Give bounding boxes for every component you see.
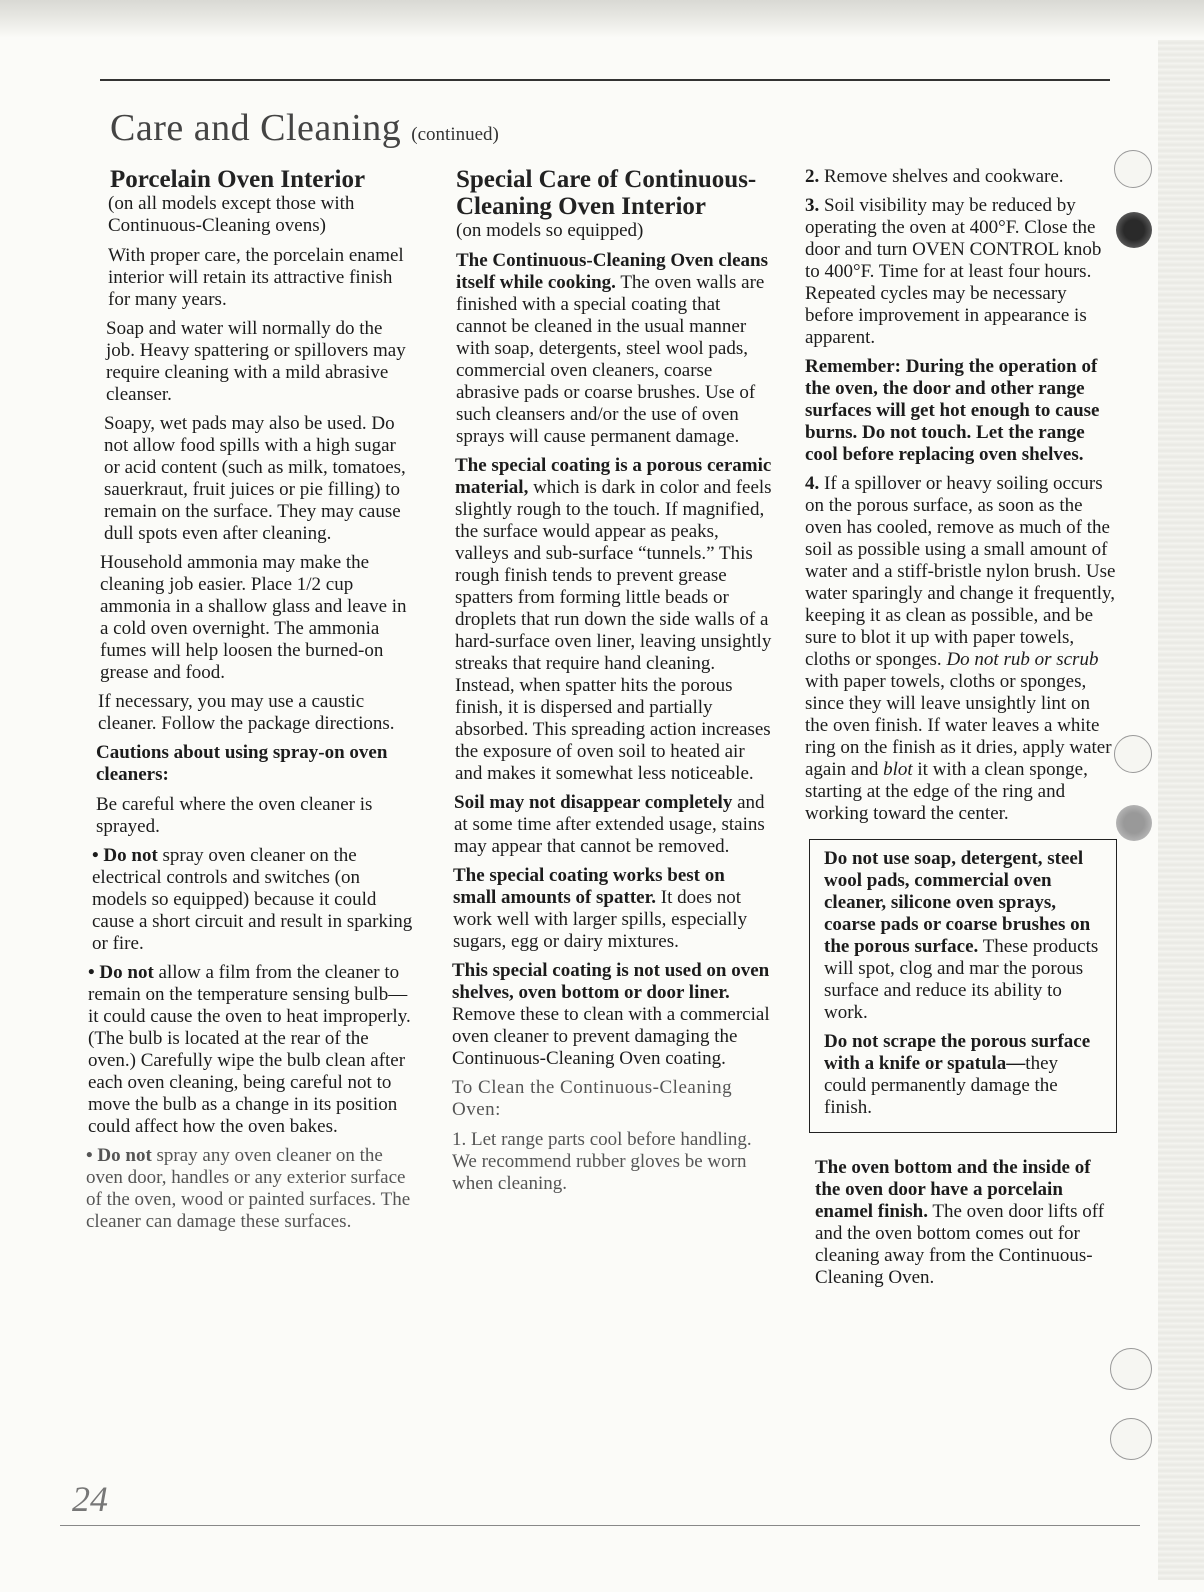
scan-top-edge (0, 0, 1204, 38)
box-text: they could permanently damage the finish. (824, 1053, 1059, 1118)
caution-lead: • Do not (88, 962, 154, 983)
bold-lead: The Continuous-Cleaning Oven cleans itself while cooking. (456, 250, 768, 293)
binder-hole-icon (1114, 735, 1152, 773)
bold-lead: Soil may not disappear completely (454, 792, 733, 813)
caution-bullet (86, 1145, 416, 1233)
clean-heading: To Clean the Continuous-Cleaning Oven: (452, 1077, 733, 1120)
paragraph (452, 960, 772, 1070)
box-bold: Do not scrape the porous surface with a knife or spatula— (824, 1031, 1091, 1074)
page-title-text: Care and Cleaning (110, 107, 402, 149)
box-text: These products will spot, clog and mar the porous surface and reduce its ability to work. (824, 936, 1099, 1023)
box-paragraph (824, 848, 1104, 1024)
section-subheading: (on all models except those with Continuous-Cleaning ovens) (108, 193, 355, 236)
section-heading-porcelain: Porcelain Oven Interior (110, 166, 366, 193)
step-2 (805, 166, 1117, 188)
step-3 (805, 195, 1117, 349)
bold-lead: The special coating is a porous ceramic material, (455, 455, 772, 498)
section-subheading: (on models so equipped) (456, 220, 644, 241)
caution-lead: • Do not (86, 1145, 152, 1166)
box-paragraph (824, 1031, 1104, 1119)
final-paragraph (815, 1157, 1117, 1289)
bold-lead: The oven bottom and the inside of the oven door have a porcelain enamel finish. (815, 1157, 1091, 1222)
paragraph: Soap and water will normally do the job. Heavy spattering or spillovers may require cleaning with a mild abrasive cleanser. (106, 318, 406, 405)
caution-text: spray oven cleaner on the electrical controls and switches (on models so equipped) because it could cause a short circuit and result in sparking or fire. (92, 845, 413, 954)
paragraph-text: which is dark in color and feels slightly rough to the touch. If magnified, the surface would appear as peaks, valleys and sub-surface “tunnels.” This rough finish tends to prevent grease spatters from forming little beads or droplets that run down the side walls of a hard-surface oven liner, leaving unsightly streaks that require hand cleaning. Instead, when spatter hits the porous finish, it is dispersed and partially absorbed. This spreading action increases the exposure of oven soil to heated air and makes it somewhat less noticeable. (455, 477, 772, 784)
paragraph: Soapy, wet pads may also be used. Do not allow food spills with a high sugar or acid content (such as milk, tomatoes, sauerkraut, fruit juices or pie filling) to remain on the surface. They may cause dull spots even after cleaning. (104, 413, 406, 544)
paragraph (456, 250, 772, 448)
box-bold: Do not use soap, detergent, steel wool pads, commercial oven cleaner, silicone oven sprays, coarse pads or coarse brushes on the porous surface. (824, 848, 1091, 957)
paragraph: Household ammonia may make the cleaning job easier. Place 1/2 cup ammonia in a shallow glass and leave in a cold oven overnight. The ammonia fumes will help loosen the burned-on grease and food. (100, 552, 407, 683)
binder-hole-icon (1114, 150, 1152, 188)
caution-bullet (92, 845, 416, 955)
bold-lead: The special coating works best on small amounts of spatter. (453, 865, 725, 908)
section-heading-continuous: Special Care of Continuous-Cleaning Oven Interior (456, 166, 757, 220)
step-number: 2. (805, 166, 820, 187)
paragraph-text: and at some time after extended usage, stains may appear that cannot be removed. (454, 792, 765, 857)
step-text: it with a clean sponge, starting at the edge of the ring and working toward the center. (805, 759, 1088, 824)
caution-text: allow a film from the cleaner to remain on the temperature sensing bulb—it could cause the oven to heat improperly. (The bulb is located at the rear of the oven.) Carefully wipe the bulb clean after each oven cleaning, being careful not to move the bulb as a change in its position could affect how the oven bakes. (88, 962, 411, 1137)
step-text: Remove shelves and cookware. (819, 166, 1064, 187)
caution-bullet (88, 962, 416, 1138)
binder-hole-icon (1110, 1348, 1152, 1390)
step-4 (805, 473, 1117, 825)
binder-hole-icon (1116, 212, 1152, 248)
column-steps (805, 166, 1117, 1296)
paragraph (455, 455, 772, 785)
continued-label: (continued) (411, 124, 499, 145)
emphasis: blot (883, 759, 913, 780)
scan-right-edge (1158, 40, 1204, 1580)
step-text: Soil visibility may be reduced by operating the oven at 400°F. Close the door and turn OVEN CONTROL knob to 400°F. Time for at least four hours. Repeated cycles may be necessary before improvement in appearance is apparent. (805, 195, 1102, 348)
caution-lead: • Do not (92, 845, 158, 866)
paragraph: If necessary, you may use a caustic cleaner. Follow the package directions. (98, 691, 395, 734)
column-continuous-cleaning (452, 166, 772, 1202)
paragraph-text: Remove these to clean with a commercial oven cleaner to prevent damaging the Continuous-Cleaning Oven coating. (452, 1004, 770, 1069)
footer-rule (60, 1525, 1140, 1526)
paragraph (453, 865, 772, 953)
page-number: 24 (72, 1479, 108, 1519)
caution-text: spray any oven cleaner on the oven door, handles or any exterior surface of the oven, wood or painted surfaces. The cleaner can damage these surfaces. (86, 1145, 411, 1232)
paragraph-text: The oven door lifts off and the oven bottom comes out for cleaning away from the Continuous-Cleaning Oven. (815, 1201, 1105, 1288)
step-text: with paper towels, cloths or sponges, since they will leave unsightly lint on the oven finish. If water leaves a white ring on the finish as it dries, apply water again and (805, 671, 1112, 780)
paragraph: Be careful where the oven cleaner is sprayed. (96, 794, 373, 837)
cautions-heading: Cautions about using spray-on oven cleaners: (96, 742, 388, 785)
step-number: 3. (805, 195, 820, 216)
paragraph-text: It does not work well with larger spills, especially sugars, egg or dairy mixtures. (453, 887, 748, 952)
header-rule (100, 79, 1110, 81)
binder-hole-icon (1110, 1418, 1152, 1460)
warning-box (809, 839, 1117, 1133)
page-title (110, 106, 499, 150)
paragraph: With proper care, the porcelain enamel interior will retain its attractive finish for many years. (108, 245, 404, 310)
paragraph-text: The oven walls are finished with a special coating that cannot be cleaned in the usual manner with soap, detergents, steel wool pads, commercial oven cleaners, coarse abrasive pads or coarse brushes. Use of such cleansers and/or the use of oven sprays will cause permanent damage. (456, 272, 765, 447)
warning-remember (805, 356, 1117, 466)
step-1 (452, 1129, 772, 1195)
emphasis: Do not rub or scrub (946, 649, 1099, 670)
paragraph (454, 792, 772, 858)
step-number: 1. (452, 1129, 467, 1150)
binder-hole-icon (1116, 805, 1152, 841)
step-number: 4. (805, 473, 820, 494)
column-porcelain-interior (86, 166, 416, 1240)
bold-lead: This special coating is not used on oven shelves, oven bottom or door liner. (452, 960, 770, 1003)
step-text: Let range parts cool before handling. We recommend rubber gloves be worn when cleaning. (452, 1129, 752, 1194)
step-text: If a spillover or heavy soiling occurs on the porous surface, as soon as the oven has cooled, remove as much of the soil as possible using a small amount of water and a stiff-bristle nylon brush. Use water sparingly and change it frequently, keeping it as clean as possible, and be sure to blot it up with paper towels, cloths or sponges. (805, 473, 1116, 670)
warning-text: Remember: During the operation of the oven, the door and other range surfaces will get hot enough to cause burns. Do not touch. Let the range cool before replacing oven shelves. (805, 356, 1100, 465)
